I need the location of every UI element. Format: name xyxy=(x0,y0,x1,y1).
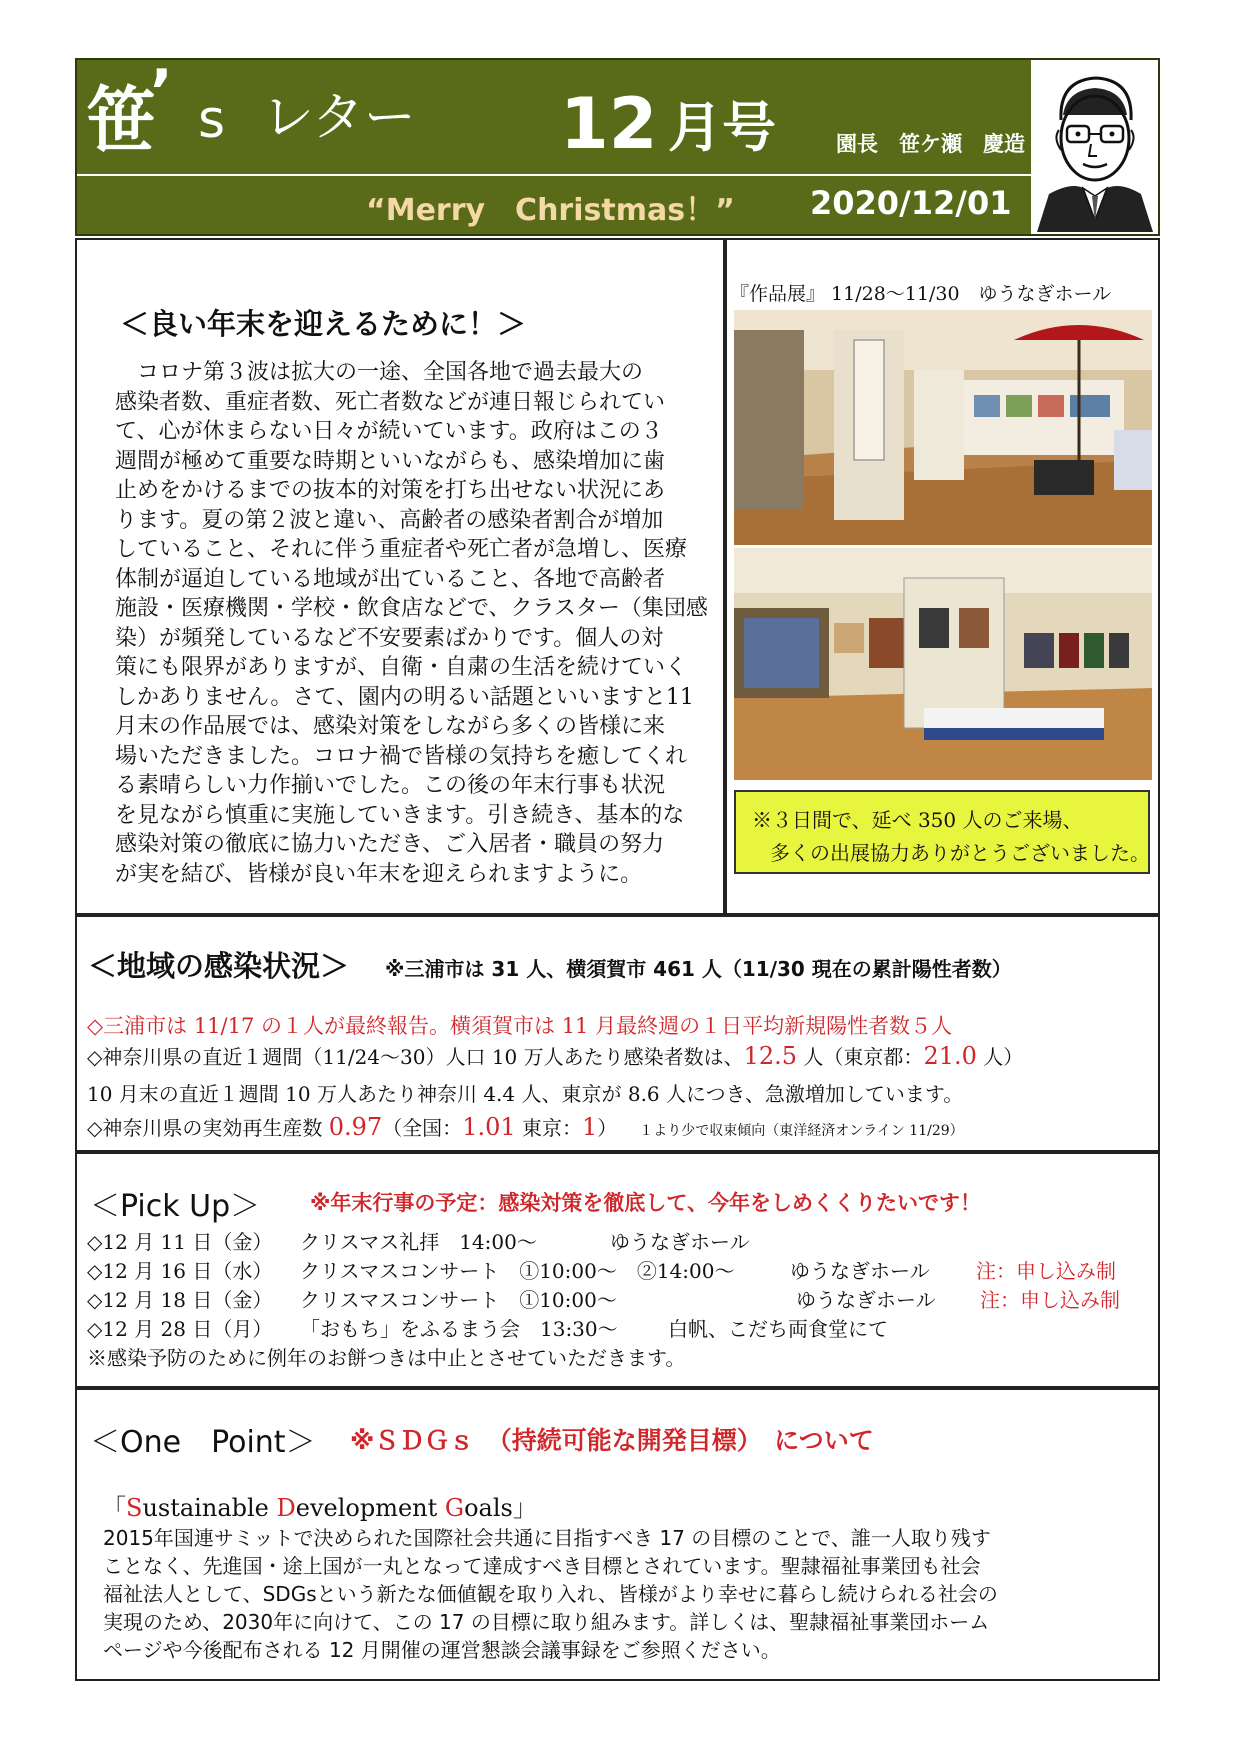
title-letter: レター xyxy=(262,88,416,148)
director-portrait xyxy=(1031,60,1158,234)
event-date: ◇12 月 16 日（水） xyxy=(87,1259,273,1283)
kanagawa-text-a: ◇神奈川県の直近１週間（11/24～30）人口 10 万人あたり感染者数は、 xyxy=(87,1045,744,1069)
body-line: しかありません。さて、園内の明るい話題といいますと11 xyxy=(115,684,694,710)
body-line: 体制が逼迫している地域が出ていること、各地で高齢者 xyxy=(115,566,666,592)
body-line: て、心が休まらない日々が続いています。政府はこの３ xyxy=(115,419,663,444)
note-line-2: 多くの出展協力ありがとうございました。 xyxy=(770,841,1150,865)
body-line: 実現のため、2030年に向けて、この 17 の目標に取り組みます。詳しくは、聖隷福祉事業団ホーム xyxy=(103,1610,990,1634)
event-place: ゆうなぎホール xyxy=(610,1230,750,1254)
section-pickup-heading: ＜Pick Up＞ xyxy=(90,1189,261,1224)
infection-red-line: ◇三浦市は 11/17 の１人が最終報告。横須賀市は 11 月最終週の１日平均新規陽性者数５人 xyxy=(87,1014,953,1038)
issue-number: 12 xyxy=(560,83,658,165)
body-line: 策にも限界がありますが、自衛・自粛の生活を続けていく xyxy=(115,655,688,680)
sdgs-open-bracket: 「 xyxy=(102,1494,126,1522)
rt-text-c: 東京： xyxy=(515,1116,582,1140)
issue-suffix: 月号 xyxy=(668,96,776,159)
sdgs-title xyxy=(102,1488,537,1523)
pickup-heading-note: ※年末行事の予定：感染対策を徹底して、今年をしめくくりたいです！ xyxy=(310,1191,981,1215)
event-date: ◇12 月 11 日（金） xyxy=(87,1230,273,1254)
note-line-1: ※３日間で、延べ 350 人のご来場、 xyxy=(752,808,1083,832)
year-end-body xyxy=(115,358,708,889)
body-line: 染）が頻発しているなど不安要素ばかりです。個人の対 xyxy=(115,625,664,651)
event-row xyxy=(87,1226,272,1255)
body-line: 場いただきました。コロナ禍で皆様の気持ちを癒してくれ xyxy=(115,743,688,769)
portrait-sketch-icon xyxy=(1031,60,1158,234)
sdgs-letter-s: S xyxy=(126,1494,143,1522)
event-name: 「おもち」をふるまう会 13:30～ xyxy=(300,1317,618,1341)
tagline: “Merry Christmas！” xyxy=(366,193,735,228)
body-line: が実を結び、皆様が良い年末を迎えられますように。 xyxy=(115,861,643,887)
rt-national-value: 1.01 xyxy=(462,1113,516,1141)
section-infection-heading: ＜地域の感染状況＞ xyxy=(88,949,350,983)
event-name: クリスマス礼拝 14:00～ xyxy=(300,1230,537,1254)
rt-kanagawa-value: 0.97 xyxy=(328,1113,383,1141)
event-place: 白帆、こだち両食堂にて xyxy=(668,1317,888,1341)
sdgs-word-1: ustainable xyxy=(142,1494,277,1522)
body-line: 週間が極めて重要な時期といいながらも、感染増加に歯 xyxy=(115,448,666,474)
rt-text-b: （全国： xyxy=(382,1116,463,1140)
body-line: 2015年国連サミットで決められた国際社会共通に目指すべき 17 の目標のことで、誰一人取り残す xyxy=(103,1526,991,1550)
exhibition-photo-2 xyxy=(734,548,1152,780)
kanagawa-text-b: 人（東京都： xyxy=(797,1045,924,1069)
sdgs-body xyxy=(103,1524,998,1664)
event-date: ◇12 月 28 日（月） xyxy=(87,1317,273,1341)
event-date: ◇12 月 18 日（金） xyxy=(87,1288,273,1312)
infection-line-october: 10 月末の直近１週間 10 万人あたり神奈川 4.4 人、東京が 8.6 人につき、急激増加しています。 xyxy=(87,1082,964,1106)
section-year-end-heading: ＜良い年末を迎えるために！＞ xyxy=(120,307,527,341)
body-line: コロナ第３波は拡大の一途、全国各地で過去最大の xyxy=(115,360,644,385)
rt-source-note: １より少で収束傾向（東洋経済オンライン 11/29） xyxy=(639,1123,964,1139)
body-line: ことなく、先進国・途上国が一丸となって達成すべき目標とされています。聖隷福祉事業団も社会 xyxy=(103,1554,981,1578)
infection-line-rt xyxy=(87,1112,964,1141)
event-row xyxy=(87,1255,272,1284)
sdgs-letter-d: D xyxy=(276,1494,296,1522)
event-place: ゆうなぎホール xyxy=(790,1259,930,1283)
event-note: 注：申し込み制 xyxy=(976,1259,1116,1283)
body-line: 止めをかけるまでの抜本的対策を打ち出せない状況にあ xyxy=(115,478,666,503)
tokyo-value: 21.0 xyxy=(923,1042,977,1070)
event-row xyxy=(87,1313,272,1342)
photo-caption: 『作品展』 11/28～11/30 ゆうなぎホール xyxy=(730,283,1112,305)
title-apostrophe: ’ xyxy=(150,57,173,127)
body-line: ページや今後配布される 12 月開催の運営懇談会議事録をご参照ください。 xyxy=(103,1638,781,1662)
event-name: クリスマスコンサート ①10:00～ xyxy=(300,1288,617,1312)
body-line: 施設・医療機関・学校・飲食店などで、クラスター（集団感 xyxy=(115,596,708,621)
sdgs-word-2: evelopment xyxy=(295,1494,445,1522)
onepoint-heading-note: ※ＳＤＧｓ （持続可能な開発目標） について xyxy=(350,1426,874,1455)
title-s: s xyxy=(198,90,226,150)
sdgs-word-3: oals xyxy=(464,1494,513,1522)
event-note: 注：申し込み制 xyxy=(980,1288,1120,1312)
sdgs-letter-g: G xyxy=(444,1494,465,1522)
body-line: を見ながら慎重に実施していきます。引き続き、基本的な xyxy=(115,802,685,828)
body-line: ります。夏の第２波と違い、高齢者の感染者割合が増加 xyxy=(115,507,664,533)
section-onepoint-heading: ＜One Point＞ xyxy=(90,1425,316,1460)
rt-tokyo-value: 1 xyxy=(581,1113,598,1141)
title-kanji: 笹 xyxy=(86,79,156,161)
event-name: クリスマスコンサート ①10:00～ ②14:00～ xyxy=(300,1259,735,1283)
event-place: ゆうなぎホール xyxy=(796,1288,936,1312)
body-line: 感染対策の徹底に協力いただき、ご入居者・職員の努力 xyxy=(115,832,665,857)
body-line: る素晴らしい力作揃いでした。この後の年末行事も状況 xyxy=(115,773,666,798)
author-name: 園長 笹ケ瀬 慶造 xyxy=(836,132,1025,156)
body-line: 月末の作品展では、感染対策をしながら多くの皆様に来 xyxy=(115,714,666,739)
body-line: していること、それに伴う重症者や死亡者が急増し、医療 xyxy=(115,537,688,562)
body-line: 感染者数、重症者数、死亡者数などが連日報じられてい xyxy=(115,389,666,415)
kanagawa-text-c: 人） xyxy=(976,1045,1024,1069)
sdgs-close-bracket: 」 xyxy=(512,1494,537,1522)
event-row xyxy=(87,1284,272,1313)
issue-date: 2020/12/01 xyxy=(810,184,1012,222)
infection-line-kanagawa xyxy=(87,1041,1023,1070)
exhibition-photo-1 xyxy=(734,310,1152,545)
infection-heading-note: ※三浦市は 31 人、横須賀市 461 人（11/30 現在の累計陽性者数） xyxy=(385,957,1012,981)
body-line: 福祉法人として、SDGsという新たな価値観を取り入れ、皆様がより幸せに暮らし続けられる社会の xyxy=(103,1582,998,1606)
rt-text-d: ） xyxy=(597,1116,618,1140)
pickup-footnote: ※感染予防のために例年のお餅つきは中止とさせていただきます。 xyxy=(87,1346,686,1370)
kanagawa-value: 12.5 xyxy=(743,1042,798,1070)
rt-text-a: ◇神奈川県の実効再生産数 xyxy=(87,1116,329,1140)
